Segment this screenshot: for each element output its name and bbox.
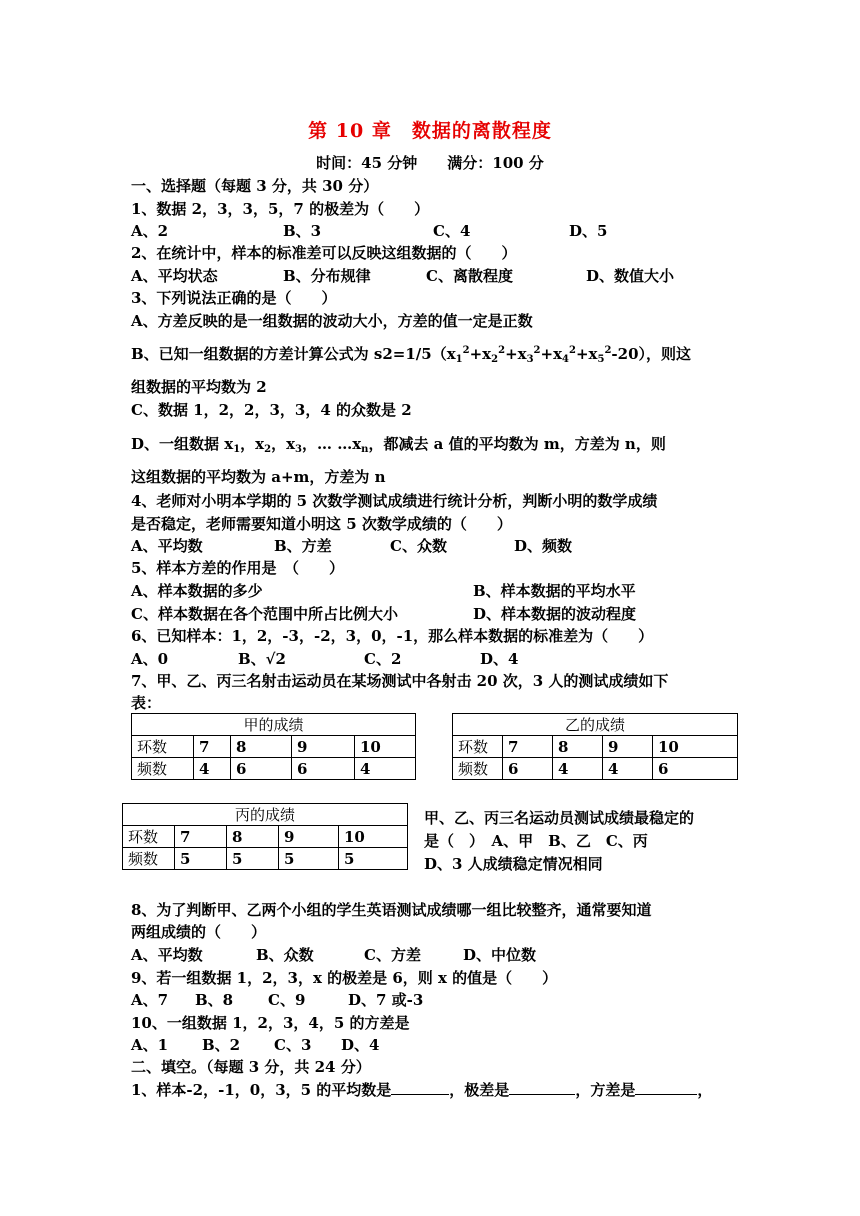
- score-table-jia: [131, 713, 416, 780]
- question-4-option-b: B、方差: [274, 537, 332, 555]
- question-8-option-d: D、中位数: [463, 946, 537, 964]
- question-3-option-c: C、数据 1，2，2，3，3，4 的众数是 2: [131, 401, 412, 419]
- answer-blank-mean[interactable]: [391, 1080, 449, 1095]
- table-cell: 8: [227, 826, 279, 848]
- question-2-option-a: A、平均状态: [131, 267, 218, 285]
- table-cell: 9: [292, 736, 355, 758]
- table-cell: 5: [279, 848, 339, 870]
- table-cell: 7: [175, 826, 227, 848]
- table-cell: 5: [339, 848, 408, 870]
- table-cell: 9: [603, 736, 653, 758]
- question-3-option-b-line2: 组数据的平均数为 2: [131, 378, 267, 396]
- question-3-option-a: A、方差反映的是一组数据的波动大小，方差的值一定是正数: [131, 312, 533, 330]
- question-6-option-b: B、√2: [238, 650, 286, 668]
- table-cell: 10: [653, 736, 738, 758]
- row-label-frequency: 频数: [132, 758, 194, 780]
- table-cell: 6: [292, 758, 355, 780]
- question-5-option-d: D、样本数据的波动程度: [473, 605, 637, 623]
- row-label-rings: 环数: [123, 826, 175, 848]
- question-6-option-c: C、2: [364, 650, 402, 668]
- question-9-option-b: B、8: [195, 991, 234, 1009]
- question-2-option-d: D、数值大小: [586, 267, 675, 285]
- question-8-option-b: B、众数: [256, 946, 314, 964]
- question-3-stem: 3、下列说法正确的是（ ）: [131, 289, 337, 307]
- table-cell: 10: [355, 736, 416, 758]
- question-5-stem: 5、样本方差的作用是 （ ）: [131, 559, 344, 577]
- question-3-option-d: [131, 433, 666, 455]
- question-8-option-c: C、方差: [364, 946, 421, 964]
- question-3-option-d-line2: 这组数据的平均数为 a+m，方差为 n: [131, 468, 386, 486]
- question-5-option-c: C、样本数据在各个范围中所占比例大小: [131, 605, 398, 623]
- variance-formula: $x_1^2+x_2^2+x_3^2+x_4^2+x_5^2$: [446, 345, 612, 365]
- table-cell: 9: [279, 826, 339, 848]
- exam-time-score: 时间：45 分钟 满分：100 分: [316, 154, 544, 172]
- table-cell: 7: [194, 736, 231, 758]
- answer-blank-variance[interactable]: [635, 1080, 697, 1095]
- question-1-option-a: A、2: [131, 222, 169, 240]
- question-4-stem-line1: 4、老师对小明本学期的 5 次数学测试成绩进行统计分析，判断小明的数学成绩: [131, 492, 658, 510]
- question-3-option-d-prefix: D、一组数据: [131, 435, 220, 453]
- question-10-option-a: A、1: [131, 1036, 169, 1054]
- question-9-option-d: D、7 或-3: [348, 991, 424, 1009]
- table-cell: 4: [553, 758, 603, 780]
- score-table-yi: [452, 713, 738, 780]
- question-1-option-b: B、3: [283, 222, 322, 240]
- table-cell: 10: [339, 826, 408, 848]
- question-8-option-a: A、平均数: [131, 946, 203, 964]
- table-title: 乙的成绩: [453, 714, 738, 736]
- question-3-option-b-prefix: B、已知一组数据的方差计算公式为 s2=1/5（: [131, 345, 447, 363]
- table-cell: 7: [503, 736, 553, 758]
- table-cell: 4: [194, 758, 231, 780]
- question-9-stem: 9、若一组数据 1，2，3，x 的极差是 6，则 x 的值是（ ）: [131, 969, 558, 987]
- fill-question-1-part3: ，方差是: [575, 1081, 636, 1099]
- question-4-stem-line2: 是否稳定，老师需要知道小明这 5 次数学成绩的（ ）: [131, 515, 512, 533]
- question-9-option-c: C、9: [268, 991, 306, 1009]
- row-label-frequency: 频数: [123, 848, 175, 870]
- question-3-option-d-suffix: ，都减去 a 值的平均数为 m，方差为 n，则: [368, 435, 666, 453]
- question-10-stem: 10、一组数据 1，2，3，4，5 的方差是: [131, 1014, 410, 1032]
- question-1-option-d: D、5: [569, 222, 608, 240]
- row-label-rings: 环数: [132, 736, 194, 758]
- table-title: 丙的成绩: [123, 804, 408, 826]
- question-10-option-d: D、4: [341, 1036, 380, 1054]
- fill-question-1: [131, 1079, 712, 1100]
- question-8-stem-line2: 两组成绩的（ ）: [131, 923, 267, 941]
- row-label-rings: 环数: [453, 736, 503, 758]
- question-2-stem: 2、在统计中，样本的标准差可以反映这组数据的（ ）: [131, 244, 517, 262]
- row-label-frequency: 频数: [453, 758, 503, 780]
- table-cell: 8: [231, 736, 292, 758]
- question-10-option-c: C、3: [274, 1036, 312, 1054]
- question-4-option-c: C、众数: [390, 537, 447, 555]
- table-cell: 8: [553, 736, 603, 758]
- question-7-side-line3: D、3 人成绩稳定情况相同: [424, 855, 603, 873]
- table-cell: 6: [503, 758, 553, 780]
- question-5-option-a: A、样本数据的多少: [131, 582, 263, 600]
- question-2-option-b: B、分布规律: [283, 267, 371, 285]
- table-cell: 6: [231, 758, 292, 780]
- question-8-stem-line1: 8、为了判断甲、乙两个小组的学生英语测试成绩哪一组比较整齐，通常要知道: [131, 901, 652, 919]
- answer-blank-range[interactable]: [509, 1080, 575, 1095]
- question-1-option-c: C、4: [433, 222, 471, 240]
- question-3-option-b: [131, 343, 691, 365]
- page-title: 第 10 章 数据的离散程度: [308, 120, 552, 142]
- question-4-option-d: D、频数: [514, 537, 573, 555]
- data-sequence-formula: $x_1$，$x_2$，$x_3$，… $\dots x_n$: [219, 435, 369, 455]
- question-10-option-b: B、2: [202, 1036, 241, 1054]
- fill-question-1-part2: ，极差是: [449, 1081, 510, 1099]
- table-cell: 6: [653, 758, 738, 780]
- question-3-option-b-suffix: -20），则这: [611, 345, 692, 363]
- fill-question-1-part1: 1、样本-2，-1，0，3，5 的平均数是: [131, 1081, 392, 1099]
- score-table-bing: [122, 803, 408, 870]
- question-6-option-a: A、0: [131, 650, 169, 668]
- section-heading-choice: 一、选择题（每题 3 分，共 30 分）: [131, 177, 379, 195]
- question-1-stem: 1、数据 2，3，3，5，7 的极差为（ ）: [131, 200, 430, 218]
- table-cell: 4: [355, 758, 416, 780]
- question-4-option-a: A、平均数: [131, 537, 203, 555]
- question-2-option-c: C、离散程度: [426, 267, 513, 285]
- section-heading-fill: 二、填空。（每题 3 分，共 24 分）: [131, 1058, 371, 1076]
- table-cell: 4: [603, 758, 653, 780]
- question-6-option-d: D、4: [480, 650, 519, 668]
- question-5-option-b: B、样本数据的平均水平: [473, 582, 636, 600]
- table-title: 甲的成绩: [132, 714, 416, 736]
- question-7-side-line2: 是（ ） A、甲 B、乙 C、丙: [424, 832, 648, 850]
- table-cell: 5: [175, 848, 227, 870]
- question-7-stem-line2: 表：: [131, 694, 162, 712]
- question-7-side-line1: 甲、乙、丙三名运动员测试成绩最稳定的: [424, 809, 695, 827]
- table-cell: 5: [227, 848, 279, 870]
- question-7-stem-line1: 7、甲、乙、丙三名射击运动员在某场测试中各射击 20 次，3 人的测试成绩如下: [131, 672, 669, 690]
- question-9-option-a: A、7: [131, 991, 169, 1009]
- question-6-stem: 6、已知样本：1，2，-3，-2，3，0，-1，那么样本数据的标准差为（ ）: [131, 627, 654, 645]
- fill-question-1-part4: ，: [697, 1081, 713, 1099]
